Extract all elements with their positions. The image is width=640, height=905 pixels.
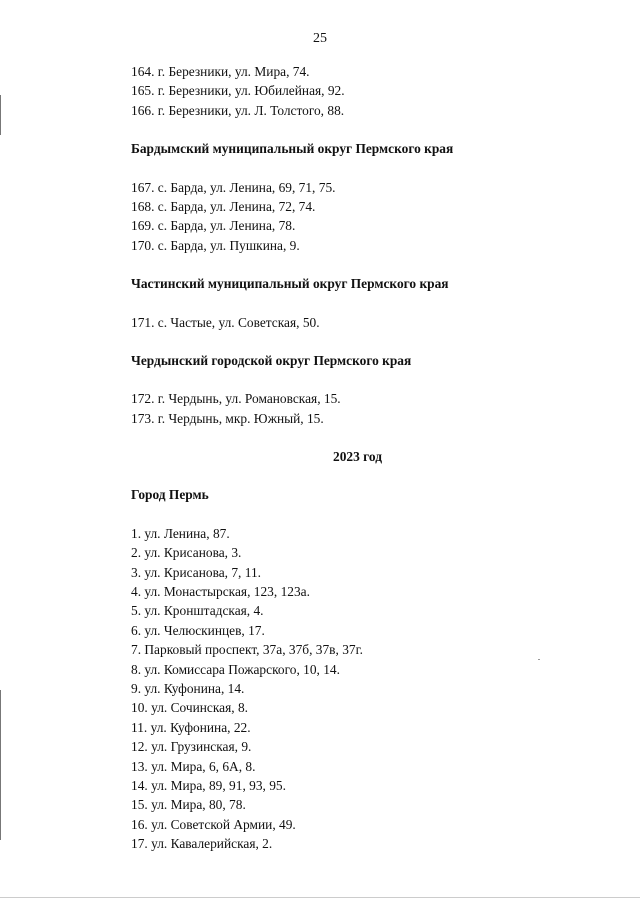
list-item: 169. с. Барда, ул. Ленина, 78. xyxy=(131,218,296,234)
section-heading-bardym: Бардымский муниципальный округ Пермского края xyxy=(131,141,454,157)
list-item: 11. ул. Куфонина, 22. xyxy=(131,719,251,735)
list-item: 5. ул. Кронштадская, 4. xyxy=(131,603,264,619)
list-item: 167. с. Барда, ул. Ленина, 69, 71, 75. xyxy=(131,179,336,195)
section-heading-chastye: Частинский муниципальный округ Пермского края xyxy=(131,276,449,292)
list-item: 17. ул. Кавалерийская, 2. xyxy=(131,836,273,852)
list-item: 164. г. Березники, ул. Мира, 74. xyxy=(131,64,310,79)
list-item: 168. с. Барда, ул. Ленина, 72, 74. xyxy=(131,198,316,214)
list-item: 3. ул. Крисанова, 7, 11. xyxy=(131,564,261,580)
list-item: 172. г. Чердынь, ул. Романовская, 15. xyxy=(131,391,341,407)
list-item: 171. с. Частые, ул. Советская, 50. xyxy=(131,314,320,330)
list-bardym xyxy=(131,178,601,256)
document-body xyxy=(131,62,601,854)
list-item: 7. Парковый проспект, 37а, 37б, 37в, 37г. xyxy=(131,642,363,658)
list-item: 8. ул. Комиссара Пожарского, 10, 14. xyxy=(131,661,340,677)
section-heading-cherdyn: Чердынский городской округ Пермского края xyxy=(131,352,412,368)
list-item: 10. ул. Сочинская, 8. xyxy=(131,700,249,716)
scan-bottom-edge xyxy=(0,897,640,898)
list-item: 14. ул. Мира, 89, 91, 93, 95. xyxy=(131,777,286,793)
list-item: 9. ул. Куфонина, 14. xyxy=(131,680,245,696)
scan-edge-mark-top xyxy=(0,95,1,135)
list-item: 1. ул. Ленина, 87. xyxy=(131,525,230,541)
list-berezniki xyxy=(131,62,601,120)
list-item: 16. ул. Советской Армии, 49. xyxy=(131,816,296,832)
list-item: 15. ул. Мира, 80, 78. xyxy=(131,797,246,813)
list-chastye xyxy=(131,313,601,332)
list-item: 6. ул. Челюскинцев, 17. xyxy=(131,622,265,638)
list-item: 4. ул. Монастырская, 123, 123а. xyxy=(131,584,310,600)
list-item: 170. с. Барда, ул. Пушкина, 9. xyxy=(131,237,300,253)
list-item: 166. г. Березники, ул. Л. Толстого, 88. xyxy=(131,102,345,118)
list-item: 2. ул. Крисанова, 3. xyxy=(131,545,242,561)
list-cherdyn xyxy=(131,389,601,428)
list-item: 13. ул. Мира, 6, 6А, 8. xyxy=(131,758,256,774)
list-item: 165. г. Березники, ул. Юбилейная, 92. xyxy=(131,83,345,99)
section-heading-perm: Город Пермь xyxy=(131,487,209,503)
list-item: 12. ул. Грузинская, 9. xyxy=(131,739,252,755)
list-perm xyxy=(131,524,601,854)
scan-edge-mark-bottom xyxy=(0,690,1,840)
page-number: 25 xyxy=(313,31,327,46)
year-heading: 2023 год xyxy=(333,449,382,465)
list-item: 173. г. Чердынь, мкр. Южный, 15. xyxy=(131,410,324,426)
